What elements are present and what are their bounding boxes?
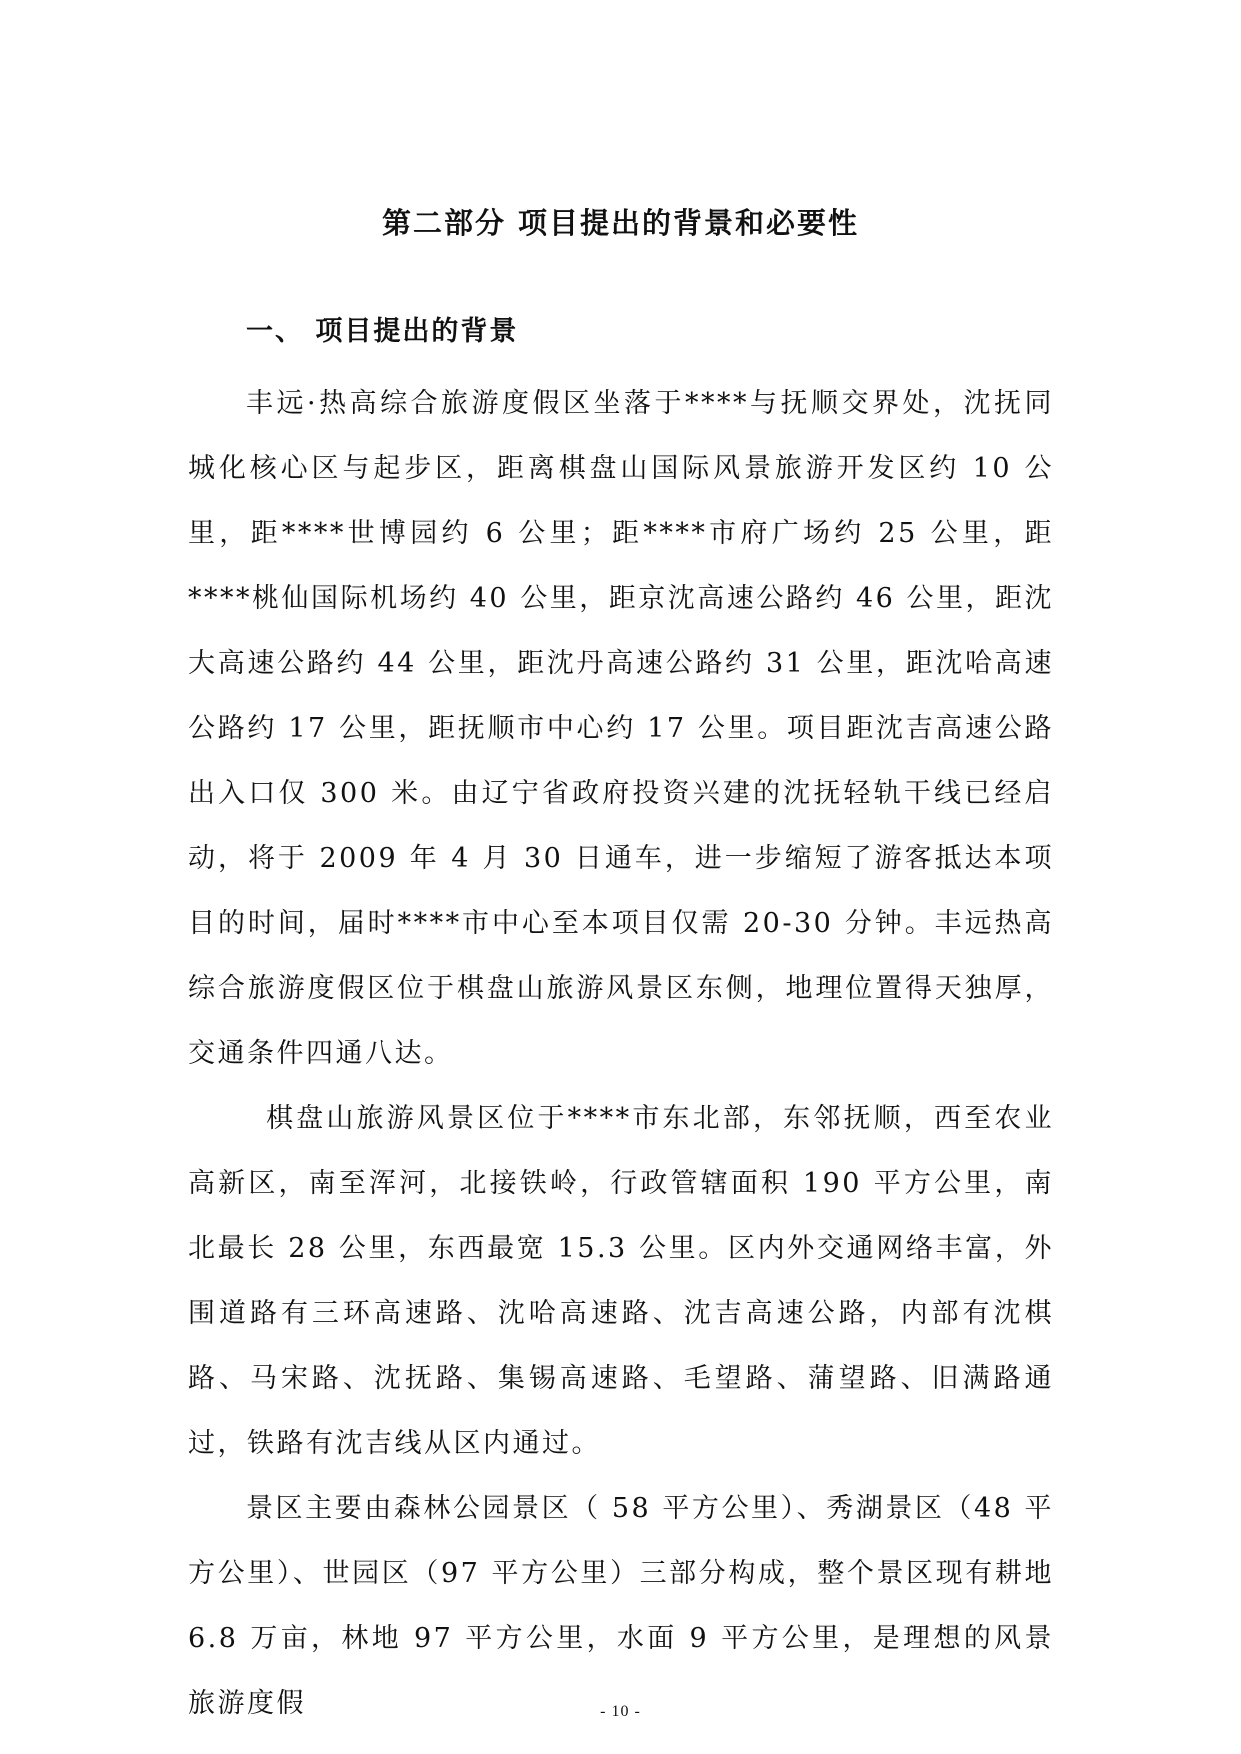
page-number: - 10 - (600, 1703, 641, 1720)
part-title: 第二部分 项目提出的背景和必要性 (381, 206, 860, 240)
section-title: 一、 项目提出的背景 (246, 316, 519, 347)
body-text (188, 371, 1054, 1736)
paragraph-location: 丰远·热高综合旅游度假区坐落于****与抚顺交界处，沈抚同城化核心区与起步区，距离棋盘山国际风景旅游开发区约 10 公里，距****世博园约 6 公里；距****市府广场约 25 公里，距****桃仙国际机场约 40 公里，距京沈高速公路约 46 公里，距沈大高速公路约 44 公里，距沈丹高速公路约 31 公里，距沈哈高速公路约 17 公里，距抚顺市中心约 17 公里。项目距沈吉高速公路出入口仅 300 米。由辽宁省政府投资兴建的沈抚轻轨干线已经启动，将于 2009 年 4 月 30 日通车，进一步缩短了游客抵达本项目的时间，届时****市中心至本项目仅需 20-30 分钟。丰远热高综合旅游度假区位于棋盘山旅游风景区东侧，地理位置得天独厚，交通条件四通八达。 (188, 388, 1054, 1069)
paragraph-scenic-area: 棋盘山旅游风景区位于****市东北部，东邻抚顺，西至农业高新区，南至浑河，北接铁岭，行政管辖面积 190 平方公里，南北最长 28 公里，东西最宽 15.3 公里。区内外交通网络丰富，外围道路有三环高速路、沈哈高速路、沈吉高速公路，内部有沈棋路、马宋路、沈抚路、集锡高速路、毛望路、蒲望路、旧满路通过，铁路有沈吉线从区内通过。 (188, 1103, 1054, 1459)
paragraph-scenic-composition: 景区主要由森林公园景区（ 58 平方公里）、秀湖景区（48 平方公里）、世园区（97 平方公里）三部分构成，整个景区现有耕地 6.8 万亩，林地 97 平方公里，水面 9 平方公里，是理想的风景旅游度假 (188, 1493, 1054, 1719)
